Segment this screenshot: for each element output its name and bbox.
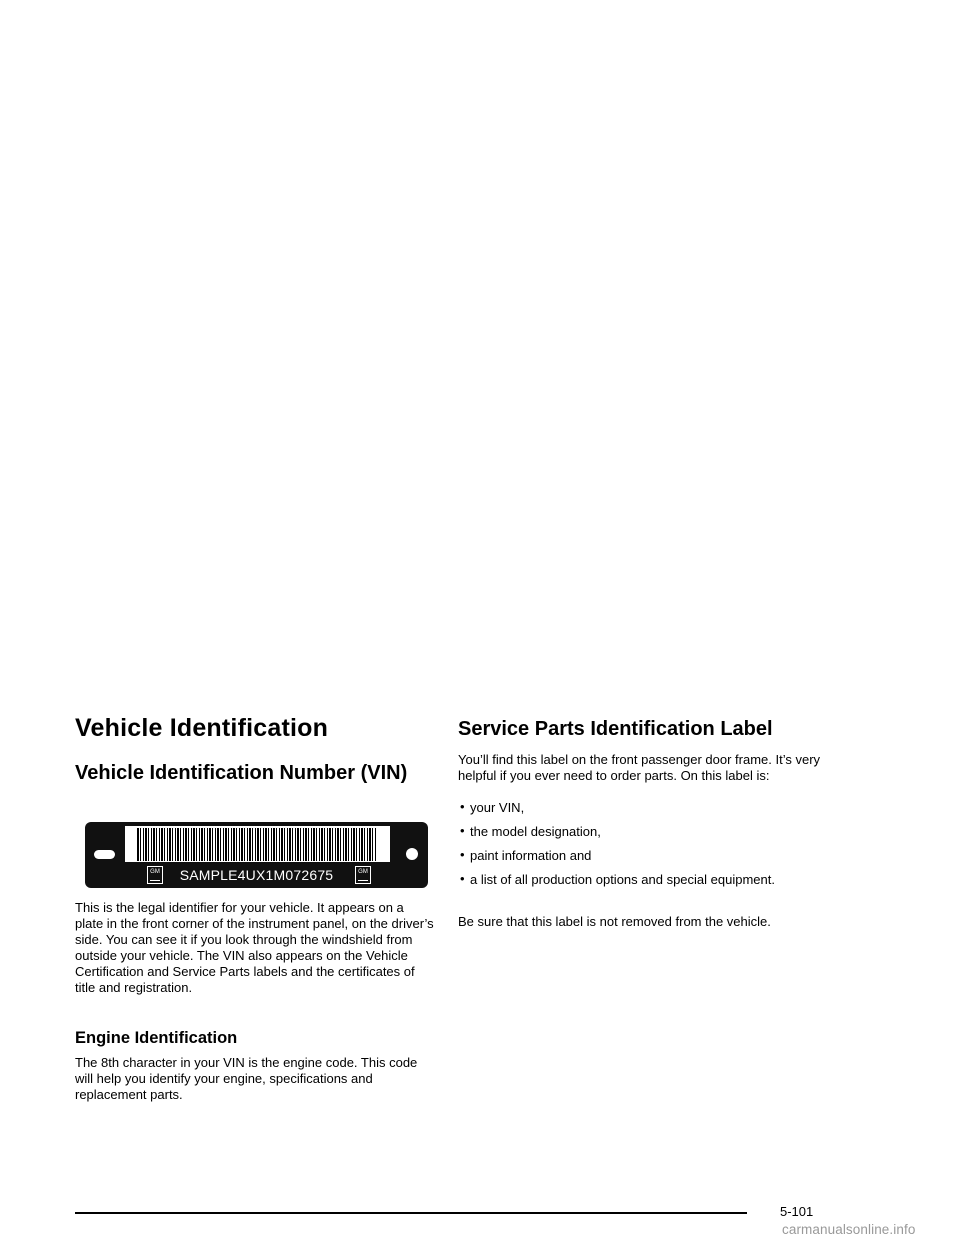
service-parts-intro: You’ll find this label on the front passenger door frame. It’s very helpful if you ever need to order parts. On this label is:: [458, 752, 821, 783]
list-item-text: the model designation,: [470, 824, 601, 839]
gm-logo-icon: GM: [355, 866, 371, 884]
service-parts-closing: Be sure that this label is not removed from the vehicle.: [458, 914, 771, 929]
engine-heading: Engine Identification: [75, 1029, 238, 1047]
list-item: [458, 848, 818, 864]
list-item: [458, 824, 818, 840]
page-number: 5-101: [780, 1204, 814, 1219]
footer-rule: [75, 1212, 747, 1214]
list-item-text: a list of all production options and special equipment.: [470, 872, 775, 887]
gm-logo-icon: GM: [147, 866, 163, 884]
bullet-icon: •: [460, 823, 465, 838]
plate-slot: [94, 850, 115, 859]
bullet-icon: •: [460, 799, 465, 814]
vin-plate-image: [85, 822, 428, 888]
list-item-text: paint information and: [470, 848, 592, 863]
vin-heading: Vehicle Identification Number (VIN): [75, 762, 408, 784]
list-item: [458, 800, 818, 816]
vin-paragraph: This is the legal identifier for your vehicle. It appears on a plate in the front corner of the instrument panel, on the driver’s side. You can see it if you look through the windshield from outside your vehicle. The VIN also appears on the Vehicle Certification and Service Parts labels and the certificates of title and registration.: [75, 900, 434, 995]
service-parts-list: [458, 800, 818, 896]
page-title: Vehicle Identification: [75, 714, 329, 742]
engine-paragraph: The 8th character in your VIN is the engine code. This code will help you identify your engine, specifications and replacement parts.: [75, 1055, 418, 1102]
barcode-icon: [137, 828, 377, 861]
plate-hole: [406, 848, 418, 860]
watermark: carmanualsonline.info: [782, 1222, 916, 1237]
list-item-text: your VIN,: [470, 800, 525, 815]
list-item: [458, 872, 818, 888]
bullet-icon: •: [460, 847, 465, 862]
bullet-icon: •: [460, 871, 465, 886]
vin-plate-text: SAMPLE4UX1M072675: [179, 867, 334, 883]
service-parts-heading: Service Parts Identification Label: [458, 718, 773, 740]
